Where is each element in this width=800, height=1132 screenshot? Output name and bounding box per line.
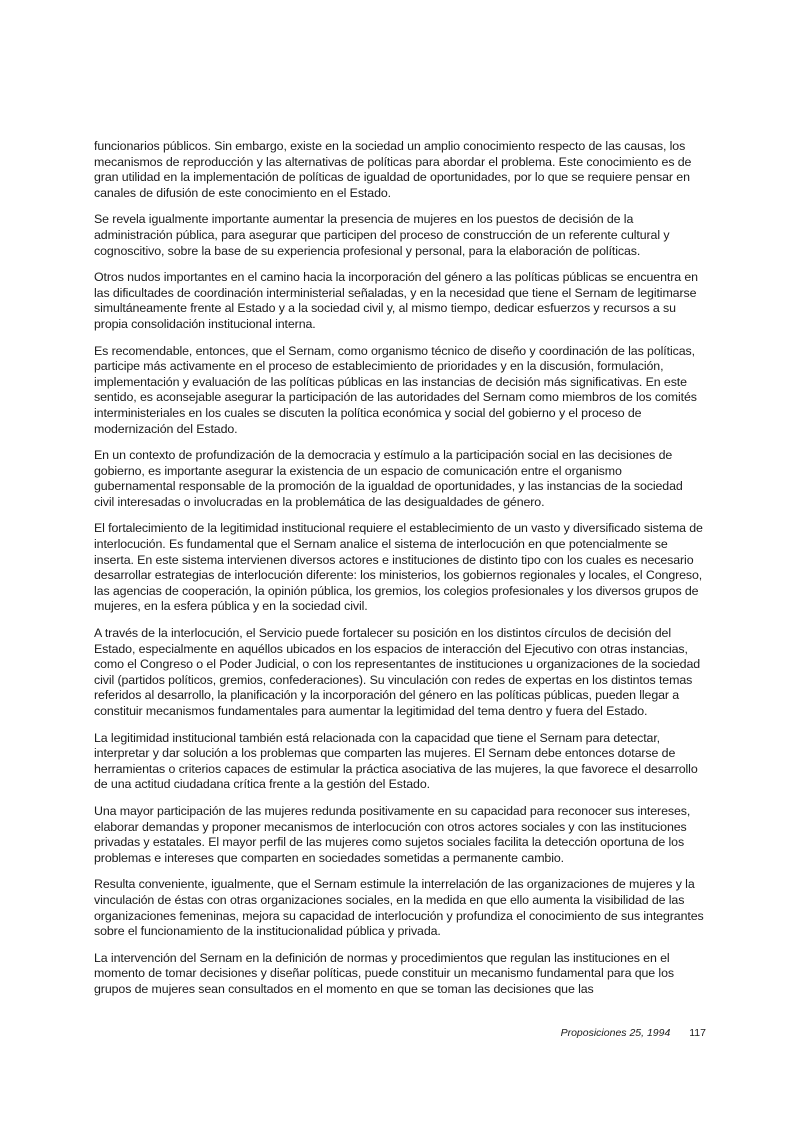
paragraph: funcionarios públicos. Sin embargo, existe en la sociedad un amplio conocimiento respecto de las causas, los mecanismos de reproducción y las alternativas de políticas para abordar el problema. Este conocimiento es de gran utilidad en la implementación de políticas de igualdad de oportunidades, por lo que se requiere pensar en canales de difusión de este conocimiento en el Estado. xyxy=(94,139,692,200)
page-number: 117 xyxy=(689,1027,706,1039)
paragraph: La legitimidad institucional también está relacionada con la capacidad que tiene el Sernam para detectar, interpretar y dar solución a los problemas que comparten las mujeres. El Sernam debe entonces dotarse de herramientas o criterios capaces de estimular la práctica asociativa de las mujeres, la que favorece el desarrollo de una actitud ciudadana crítica frente a la gestión del Estado. xyxy=(94,730,698,792)
paragraph: La intervención del Sernam en la definición de normas y procedimientos que regulan las instituciones en el momento de tomar decisiones y diseñar políticas, puede constituir un mecanismo fundamental para que los grupos de mujeres sean consultados en el momento en que se toman las decisiones que las xyxy=(94,950,674,996)
page-footer xyxy=(94,1027,706,1040)
page-body xyxy=(94,139,706,1009)
journal-citation: Proposiciones 25, 1994 xyxy=(560,1027,671,1039)
paragraph: El fortalecimiento de la legitimidad institucional requiere el establecimiento de un vasto y diversificado sistema de interlocución. Es fundamental que el Sernam analice el sistema de interlocución en que potencialmente se inserta. En este sistema intervienen diversos actores e instituciones de distinto tipo con los cuales es necesario desarrollar estrategias de interlocución diferente: los ministerios, los gobiernos regionales y locales, el Congreso, las agencias de cooperación, la opinión pública, los gremios, los colegios profesionales y los diversos grupos de mujeres, en la esfera pública y en la sociedad civil. xyxy=(94,521,703,614)
paragraph: Una mayor participación de las mujeres redunda positivamente en su capacidad para reconocer sus intereses, elaborar demandas y proponer mecanismos de interlocución con otros actores sociales y con las instituciones privadas y estatales. El mayor perfil de las mujeres como sujetos sociales facilita la detección oportuna de los problemas e intereses que comparten en sociedades sometidas a permanente cambio. xyxy=(94,803,691,865)
paragraph: Resulta conveniente, igualmente, que el Sernam estimule la interrelación de las organizaciones de mujeres y la vinculación de éstas con otras organizaciones sociales, en la medida en que ello aumenta la visibilidad de las organizaciones femeninas, mejora su capacidad de interlocución y profundiza el conocimiento de sus integrantes sobre el funcionamiento de la institucionalidad pública y privada. xyxy=(94,877,704,939)
paragraph: A través de la interlocución, el Servicio puede fortalecer su posición en los distintos círculos de decisión del Estado, especialmente en aquéllos ubicados en los espacios de interacción del Ejecutivo con otras instancias, como el Congreso o el Poder Judicial, o con los representantes de instituciones u organizaciones de la sociedad civil (partidos políticos, gremios, confederaciones). Su vinculación con redes de expertas en los distintos temas referidos al desarrollo, la planificación y la incorporación del género en las políticas públicas, pueden llegar a constituir mecanismos fundamentales para aumentar la legitimidad del tema dentro y fuera del Estado. xyxy=(94,626,701,718)
paragraph: Es recomendable, entonces, que el Sernam, como organismo técnico de diseño y coordinación de las políticas, participe más activamente en el proceso de establecimiento de prioridades y en la discusión, formulación, implementación y evaluación de las políticas públicas en las instancias de decisión más significativas. En este sentido, es aconsejable asegurar la participación de las autoridades del Sernam como miembros de los comités interministeriales en los cuales se discuten la política económica y social del gobierno y el proceso de modernización del Estado. xyxy=(94,343,697,436)
paragraph: Otros nudos importantes en el camino hacia la incorporación del género a las políticas públicas se encuentra en las dificultades de coordinación interministerial señaladas, y en la necesidad que tiene el Sernam de legitimarse simultáneamente frente al Estado y a la sociedad civil y, al mismo tiempo, dedicar esfuerzos y recursos a su propia consolidación institucional interna. xyxy=(94,270,698,331)
paragraph: Se revela igualmente importante aumentar la presencia de mujeres en los puestos de decisión de la administración pública, para asegurar que participen del proceso de construcción de un referente cultural y cognoscitivo, sobre la base de su experiencia profesional y personal, para la elaboración de políticas. xyxy=(94,212,670,258)
paragraph: En un contexto de profundización de la democracia y estímulo a la participación social en las decisiones de gobierno, es importante asegurar la existencia de un espacio de comunicación entre el organismo gubernamental responsable de la promoción de la igualdad de oportunidades, y las instancias de la sociedad civil interesadas o involucradas en la problemática de las desigualdades de género. xyxy=(94,448,683,509)
